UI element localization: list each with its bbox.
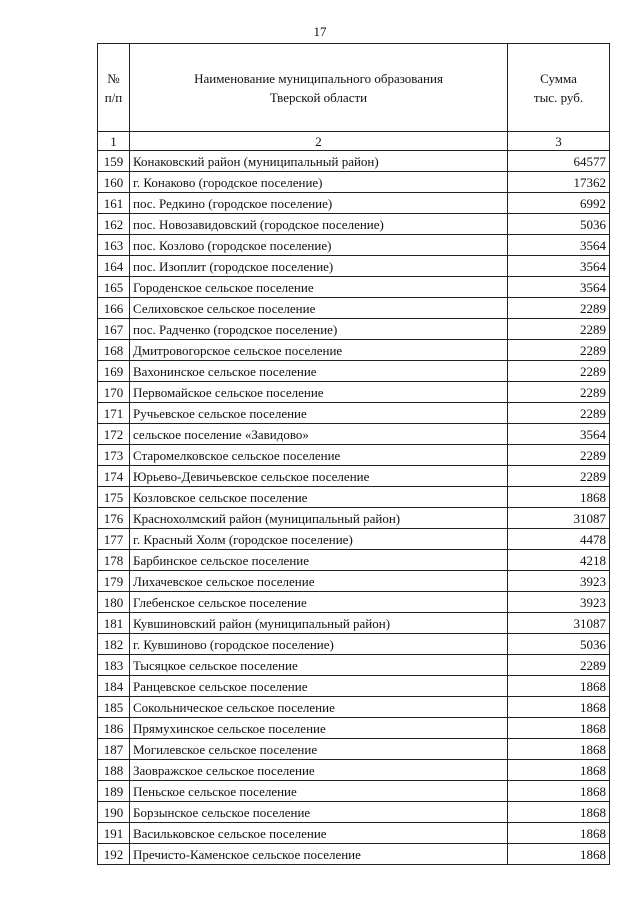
row-name: Юрьево-Девичьевское сельское поселение	[130, 466, 508, 487]
row-number: 190	[98, 802, 130, 823]
row-sum: 1868	[508, 844, 610, 865]
row-name: Ручьевское сельское поселение	[130, 403, 508, 424]
row-sum: 4478	[508, 529, 610, 550]
row-name: Тысяцкое сельское поселение	[130, 655, 508, 676]
row-number: 164	[98, 256, 130, 277]
row-name: Глебенское сельское поселение	[130, 592, 508, 613]
row-name: Барбинское сельское поселение	[130, 550, 508, 571]
row-number: 187	[98, 739, 130, 760]
table-row	[98, 592, 610, 613]
page-number: 17	[313, 24, 327, 39]
row-name: Козловское сельское поселение	[130, 487, 508, 508]
header-num-symbol: №	[107, 70, 120, 86]
row-sum: 1868	[508, 487, 610, 508]
row-number: 185	[98, 697, 130, 718]
row-number: 172	[98, 424, 130, 445]
row-sum: 2289	[508, 403, 610, 424]
table-row	[98, 676, 610, 697]
row-sum: 4218	[508, 550, 610, 571]
row-sum: 2289	[508, 319, 610, 340]
table-row	[98, 739, 610, 760]
row-sum: 3564	[508, 256, 610, 277]
row-sum: 3923	[508, 571, 610, 592]
table-row	[98, 634, 610, 655]
row-number: 159	[98, 151, 130, 172]
row-name: Лихачевское сельское поселение	[130, 571, 508, 592]
row-number: 189	[98, 781, 130, 802]
table-row	[98, 802, 610, 823]
row-name: Сокольническое сельское поселение	[130, 697, 508, 718]
row-name: Ранцевское сельское поселение	[130, 676, 508, 697]
row-number: 186	[98, 718, 130, 739]
row-name: пос. Изоплит (городское поселение)	[130, 256, 508, 277]
row-sum: 2289	[508, 466, 610, 487]
row-number: 171	[98, 403, 130, 424]
row-name: пос. Новозавидовский (городское поселение)	[130, 214, 508, 235]
header-name	[130, 44, 508, 132]
column-index-1: 1	[98, 132, 130, 151]
row-name: г. Кувшиново (городское поселение)	[130, 634, 508, 655]
row-sum: 5036	[508, 634, 610, 655]
row-sum: 1868	[508, 718, 610, 739]
table-row	[98, 361, 610, 382]
table-row	[98, 172, 610, 193]
row-sum: 5036	[508, 214, 610, 235]
row-number: 165	[98, 277, 130, 298]
row-name: Борзынское сельское поселение	[130, 802, 508, 823]
row-sum: 3564	[508, 277, 610, 298]
row-number: 179	[98, 571, 130, 592]
row-number: 192	[98, 844, 130, 865]
row-sum: 3564	[508, 424, 610, 445]
column-index-3: 3	[508, 132, 610, 151]
row-number: 180	[98, 592, 130, 613]
row-number: 173	[98, 445, 130, 466]
row-sum: 1868	[508, 760, 610, 781]
row-name: Вахонинское сельское поселение	[130, 361, 508, 382]
table-row	[98, 193, 610, 214]
table-row	[98, 151, 610, 172]
row-number: 163	[98, 235, 130, 256]
row-sum: 31087	[508, 613, 610, 634]
row-number: 167	[98, 319, 130, 340]
header-num	[98, 44, 130, 132]
row-name: Кувшиновский район (муниципальный район)	[130, 613, 508, 634]
row-name: Конаковский район (муниципальный район)	[130, 151, 508, 172]
row-number: 166	[98, 298, 130, 319]
header-name-line1: Наименование муниципального образования	[194, 70, 443, 86]
table-row	[98, 529, 610, 550]
row-name: Старомелковское сельское поселение	[130, 445, 508, 466]
table-row	[98, 403, 610, 424]
row-number: 175	[98, 487, 130, 508]
row-number: 177	[98, 529, 130, 550]
table-row	[98, 214, 610, 235]
row-number: 176	[98, 508, 130, 529]
row-number: 182	[98, 634, 130, 655]
table-row	[98, 613, 610, 634]
header-sum-line2: тыс. руб.	[533, 89, 584, 105]
row-sum: 2289	[508, 298, 610, 319]
row-name: Могилевское сельское поселение	[130, 739, 508, 760]
table-row	[98, 298, 610, 319]
row-sum: 2289	[508, 340, 610, 361]
row-number: 183	[98, 655, 130, 676]
row-name: Пречисто-Каменское сельское поселение	[130, 844, 508, 865]
table-body	[98, 151, 610, 865]
row-name: Васильковское сельское поселение	[130, 823, 508, 844]
row-number: 184	[98, 676, 130, 697]
header-sum	[508, 44, 610, 132]
row-name: пос. Козлово (городское поселение)	[130, 235, 508, 256]
row-sum: 2289	[508, 655, 610, 676]
row-name: Заовражское сельское поселение	[130, 760, 508, 781]
row-sum: 1868	[508, 676, 610, 697]
table-row	[98, 844, 610, 865]
column-index-row	[98, 132, 610, 151]
table-row	[98, 550, 610, 571]
table-row	[98, 718, 610, 739]
header-name-line2: Тверской области	[269, 89, 368, 105]
row-number: 160	[98, 172, 130, 193]
row-number: 188	[98, 760, 130, 781]
row-name: сельское поселение «Завидово»	[130, 424, 508, 445]
table-row	[98, 487, 610, 508]
table-header	[98, 44, 610, 132]
row-name: г. Красный Холм (городское поселение)	[130, 529, 508, 550]
row-number: 168	[98, 340, 130, 361]
row-sum: 1868	[508, 823, 610, 844]
row-number: 170	[98, 382, 130, 403]
table-row	[98, 466, 610, 487]
row-number: 191	[98, 823, 130, 844]
row-sum: 1868	[508, 802, 610, 823]
row-sum: 2289	[508, 382, 610, 403]
table-row	[98, 760, 610, 781]
row-number: 161	[98, 193, 130, 214]
table-row	[98, 508, 610, 529]
row-name: Прямухинское сельское поселение	[130, 718, 508, 739]
table-row	[98, 319, 610, 340]
table-row	[98, 382, 610, 403]
row-name: пос. Радченко (городское поселение)	[130, 319, 508, 340]
row-sum: 1868	[508, 739, 610, 760]
row-number: 169	[98, 361, 130, 382]
row-sum: 64577	[508, 151, 610, 172]
row-number: 181	[98, 613, 130, 634]
table-row	[98, 655, 610, 676]
column-index-2: 2	[130, 132, 508, 151]
header-sum-line1: Сумма	[540, 70, 577, 86]
row-sum: 2289	[508, 445, 610, 466]
row-name: Дмитровогорское сельское поселение	[130, 340, 508, 361]
row-name: Краснохолмский район (муниципальный район)	[130, 508, 508, 529]
municipal-table	[97, 43, 610, 865]
table-row	[98, 424, 610, 445]
row-name: Селиховское сельское поселение	[130, 298, 508, 319]
table-row	[98, 277, 610, 298]
table-row	[98, 697, 610, 718]
header-num-abbr: п/п	[104, 89, 123, 105]
row-number: 174	[98, 466, 130, 487]
row-name: г. Конаково (городское поселение)	[130, 172, 508, 193]
row-sum: 2289	[508, 361, 610, 382]
row-name: Первомайское сельское поселение	[130, 382, 508, 403]
table-row	[98, 340, 610, 361]
row-sum: 3923	[508, 592, 610, 613]
row-sum: 6992	[508, 193, 610, 214]
row-sum: 1868	[508, 781, 610, 802]
table-row	[98, 781, 610, 802]
row-name: Пеньское сельское поселение	[130, 781, 508, 802]
table-row	[98, 235, 610, 256]
table-row	[98, 445, 610, 466]
row-number: 178	[98, 550, 130, 571]
table-row	[98, 823, 610, 844]
row-name: Городенское сельское поселение	[130, 277, 508, 298]
row-name: пос. Редкино (городское поселение)	[130, 193, 508, 214]
row-sum: 31087	[508, 508, 610, 529]
table-row	[98, 256, 610, 277]
row-sum: 3564	[508, 235, 610, 256]
row-sum: 17362	[508, 172, 610, 193]
row-number: 162	[98, 214, 130, 235]
table-row	[98, 571, 610, 592]
row-sum: 1868	[508, 697, 610, 718]
